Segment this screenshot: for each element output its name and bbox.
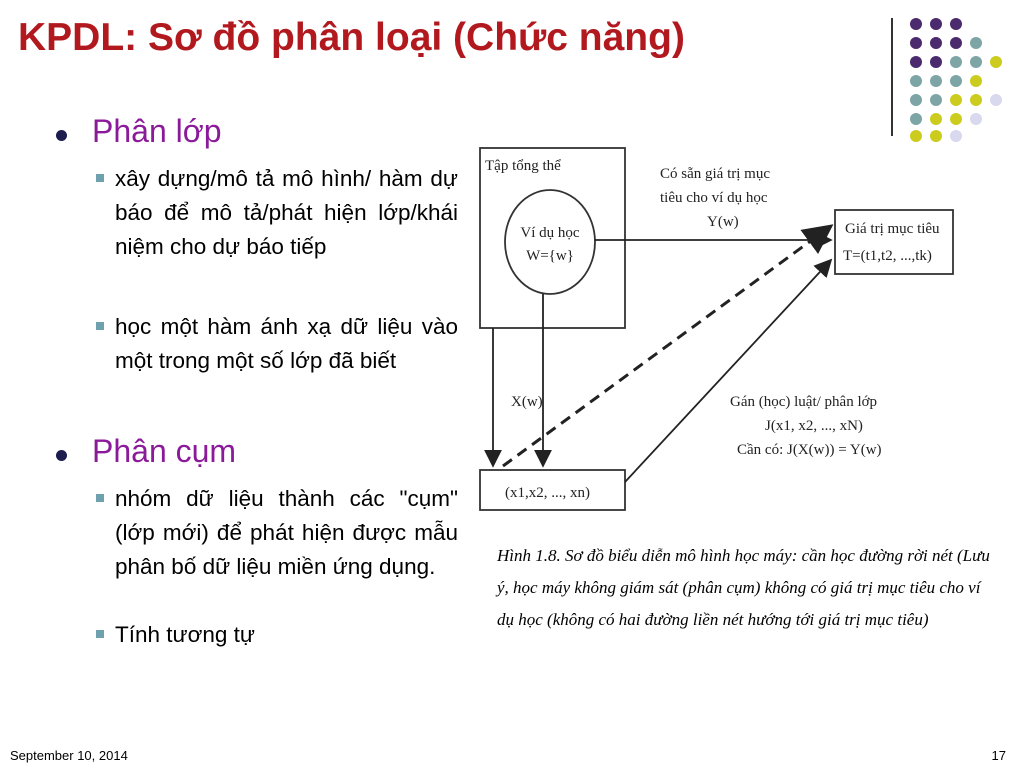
decor-dot (950, 37, 962, 49)
decor-dot (950, 56, 962, 68)
section-heading-clustering: Phân cụm (92, 433, 237, 469)
target-note-line: Có sẵn giá trị mục (660, 166, 770, 182)
bullet-text: học một hàm ánh xạ dữ liệu vào một trong một số lớp đã biết (115, 314, 458, 373)
sub-bullet-square (96, 174, 104, 182)
section-heading-classification: Phân lớp (92, 113, 222, 149)
slide-title: KPDL: Sơ đồ phân loại (Chức năng) (18, 16, 685, 59)
sub-bullet-square (96, 630, 104, 638)
decor-dot (910, 18, 922, 30)
title-divider (891, 18, 893, 136)
decor-dot (950, 18, 962, 30)
target-box-line: Giá trị mục tiêu (845, 221, 940, 237)
bullet-text: Tính tương tự (115, 622, 255, 647)
bullet-text: xây dựng/mô tả mô hình/ hàm dự báo để mô tả/phát hiện lớp/khái niệm cho dự báo tiếp (115, 166, 458, 259)
footer-date: September 10, 2014 (10, 748, 128, 763)
rule-line: Cần có: J(X(w)) = Y(w) (737, 442, 882, 458)
decor-dot (910, 56, 922, 68)
target-value-box (835, 210, 953, 274)
decor-dot (910, 113, 922, 125)
decor-dot (950, 113, 962, 125)
feature-box-label: (x1,x2, ..., xn) (505, 485, 590, 501)
target-note-line: tiêu cho ví dụ học (660, 190, 768, 206)
rule-line: Gán (học) luật/ phân lớp (730, 394, 878, 410)
bullet-dot (56, 130, 67, 141)
xw-label: X(w) (511, 394, 543, 410)
bullet-dot (56, 450, 67, 461)
decor-dot (990, 56, 1002, 68)
decor-dot (970, 94, 982, 106)
decor-dot (950, 94, 962, 106)
decor-dot (930, 37, 942, 49)
decor-dot (930, 18, 942, 30)
decor-dot (970, 56, 982, 68)
decor-dot (930, 56, 942, 68)
decor-dot (930, 113, 942, 125)
sample-set: W={w} (526, 248, 574, 264)
ml-model-diagram (475, 140, 995, 530)
decor-dot (910, 94, 922, 106)
decorative-dot-grid (910, 14, 1020, 139)
sample-circle (505, 190, 595, 294)
diagram-svg (475, 140, 995, 530)
decor-dot (990, 94, 1002, 106)
decor-dot (930, 75, 942, 87)
figure-caption: Hình 1.8. Sơ đồ biểu diễn mô hình học máy: cần học đường rời nét (Lưu ý, học máy không giám sát (phân cụm) không có giá trị mục tiêu cho ví dụ học (không có hai đường liền nét hướng tới giá trị mục tiêu) (497, 546, 990, 629)
sample-label: Ví dụ học (520, 225, 580, 241)
decor-dot (910, 37, 922, 49)
decor-dot (950, 75, 962, 87)
sub-bullet-square (96, 322, 104, 330)
target-box-line: T=(t1,t2, ...,tk) (843, 248, 932, 264)
decor-dot (970, 37, 982, 49)
sub-bullet-square (96, 494, 104, 502)
page-number: 17 (991, 748, 1006, 763)
bullet-text: nhóm dữ liệu thành các "cụm" (lớp mới) để phát hiện được mẫu phân bố dữ liệu miền ứng dụng. (115, 486, 458, 579)
target-note-line: Y(w) (707, 214, 739, 230)
rule-line: J(x1, x2, ..., xN) (765, 418, 863, 434)
decor-dot (930, 94, 942, 106)
decor-dot (970, 75, 982, 87)
population-label: Tập tổng thể (485, 158, 561, 174)
decor-dot (970, 113, 982, 125)
decor-dot (910, 75, 922, 87)
